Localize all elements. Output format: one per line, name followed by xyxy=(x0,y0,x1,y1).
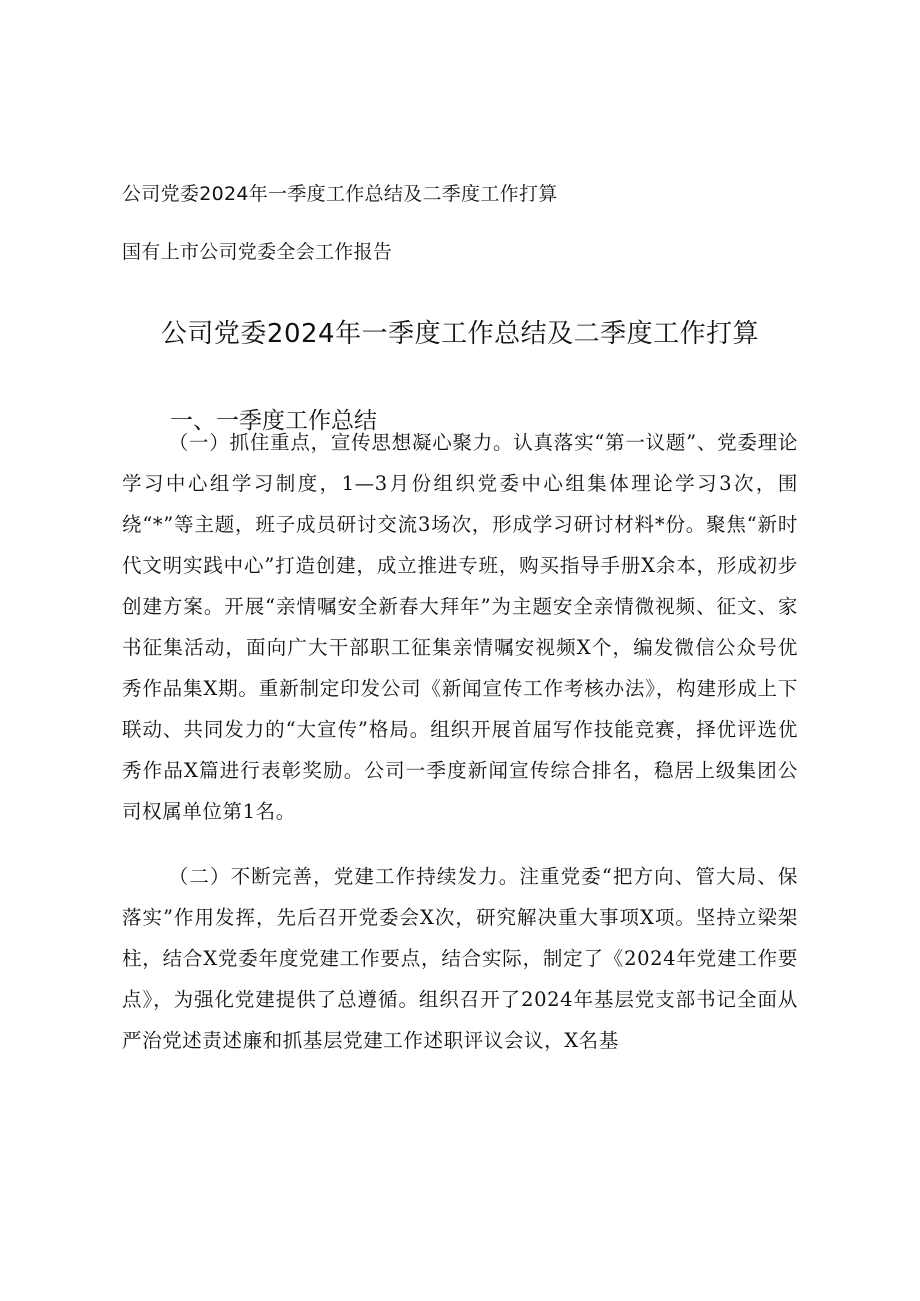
toc-entry-party-report: 国有上市公司党委全会工作报告 xyxy=(122,241,393,263)
paragraph-party-building: （二）不断完善，党建工作持续发力。注重党委“把方向、管大局、保落实”作用发挥，先后召开党委会X次，研究解决重大事项X项。坚持立梁架柱，结合X党委年度党建工作要点，结合实际，制定了《2024年党建工作要点》，为强化党建提供了总遵循。组织召开了2024年基层党支部书记全面从严治党述责述廉和抓基层党建工作述职评议会议，X名基 xyxy=(122,865,798,1052)
paragraph-publicity: （一）抓住重点，宣传思想凝心聚力。认真落实“第一议题”、党委理论学习中心组学习制度，1—3月份组织党委中心组集体理论学习3次，围绕“*”等主题，班子成员研讨交流3场次，形成学习研讨材料*份。聚焦“新时代文明实践中心”打造创建，成立推进专班，购买指导手册X余本，形成初步创建方案。开展“亲情嘱安全新春大拜年”为主题安全亲情微视频、征文、家书征集活动，面向广大干部职工征集亲情嘱安视频X个，编发微信公众号优秀作品集X期。重新制定印发公司《新闻宣传工作考核办法》，构建形成上下联动、共同发力的“大宣传”格局。组织开展首届写作技能竞赛，择优评选优秀作品X篇进行表彰奖励。公司一季度新闻宣传综合排名，稳居上级集团公司权属单位第1名。 xyxy=(122,431,798,823)
toc-entry-work-summary: 公司党委2024年一季度工作总结及二季度工作打算 xyxy=(122,183,558,205)
document-title: 公司党委2024年一季度工作总结及二季度工作打算 xyxy=(160,319,760,349)
section-heading: 一、一季度工作总结 xyxy=(170,408,377,434)
